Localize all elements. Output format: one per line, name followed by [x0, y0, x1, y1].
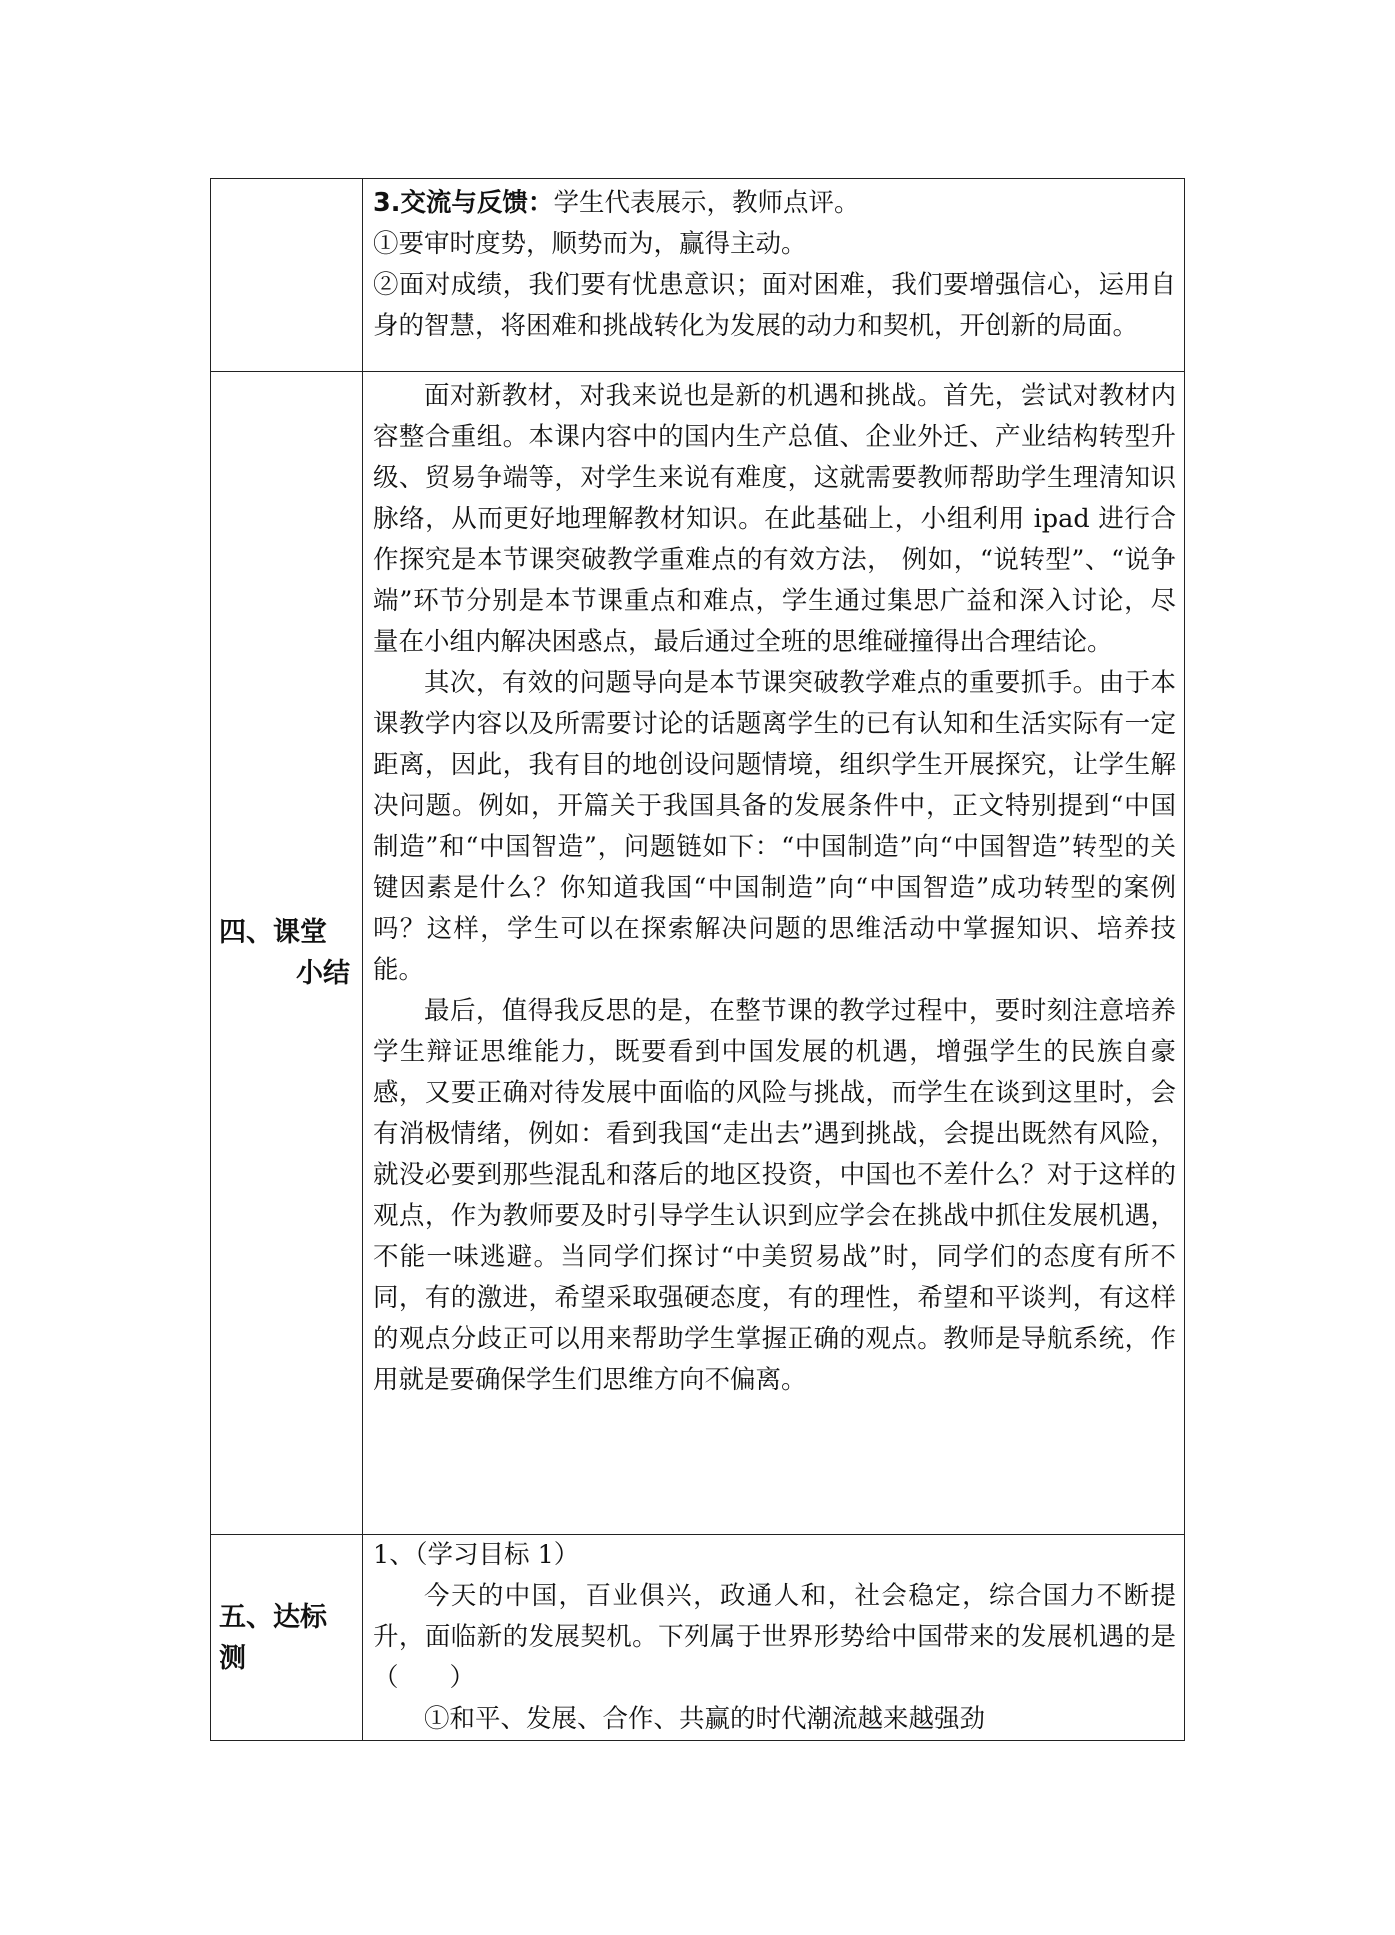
- question-option-1: ①和平、发展、合作、共赢的时代潮流越来越强劲: [424, 1704, 986, 1734]
- section-label-test: [211, 1597, 362, 1679]
- table-row-feedback: [211, 179, 1185, 372]
- content-cell-summary: [363, 372, 1185, 1535]
- summary-paragraph-3: 最后，值得我反思的是，在整节课的教学过程中，要时刻注意培养学生辩证思维能力，既要看到中国发展的机遇，增强学生的民族自豪感，又要正确对待发展中面临的风险与挑战，而学生在谈到这里时，会有消极情绪，例如：看到我国“走出去”遇到挑战，会提出既然有风险，就没必要到那些混乱和落后的地区投资，中国也不差什么？对于这样的观点，作为教师要及时引导学生认识到应学会在挑战中抓住发展机遇，不能一味逃避。当同学们探讨“中美贸易战”时，同学们的态度有所不同，有的激进，希望采取强硬态度，有的理性，希望和平谈判，有这样的观点分歧正可以用来帮助学生掌握正确的观点。教师是导航系统，作用就是要确保学生们思维方向不偏离。: [373, 996, 1176, 1395]
- section-label-summary: [211, 912, 362, 994]
- section-label-test-line1: 五、达标: [219, 1601, 327, 1633]
- feedback-lead: 3.交流与反馈：: [373, 188, 554, 218]
- row-label-cell-test: [211, 1535, 363, 1741]
- section-label-test-line2: 测: [219, 1642, 246, 1674]
- content-cell-feedback: [363, 179, 1185, 372]
- table-row-test: [211, 1535, 1185, 1741]
- feedback-point-1: ①要审时度势，顺势而为，赢得主动。: [373, 229, 807, 259]
- lesson-plan-table: [210, 178, 1185, 1741]
- feedback-point-2: ②面对成绩，我们要有忧患意识；面对困难，我们要增强信心，运用自身的智慧，将困难和挑战转化为发展的动力和契机，开创新的局面。: [373, 270, 1176, 341]
- content-cell-test: [363, 1535, 1185, 1741]
- table-row-summary: [211, 372, 1185, 1535]
- question-stem: 今天的中国，百业俱兴，政通人和，社会稳定，综合国力不断提升，面临新的发展契机。下列属于世界形势给中国带来的发展机遇的是（ ）: [373, 1581, 1176, 1693]
- row-label-cell-summary: [211, 372, 363, 1535]
- feedback-lead-rest: 学生代表展示，教师点评。: [553, 188, 860, 218]
- summary-paragraph-1: 面对新教材，对我来说也是新的机遇和挑战。首先，尝试对教材内容整合重组。本课内容中的国内生产总值、企业外迁、产业结构转型升级、贸易争端等，对学生来说有难度，这就需要教师帮助学生理清知识脉络，从而更好地理解教材知识。在此基础上，小组利用 ipad 进行合作探究是本节课突破教学重难点的有效方法， 例如，“说转型”、“说争端”环节分别是本节课重点和难点，学生通过集思广益和深入讨论，尽量在小组内解决困惑点，最后通过全班的思维碰撞得出合理结论。: [373, 381, 1176, 657]
- question-header: 1、（学习目标 1）: [373, 1540, 580, 1570]
- row-label-cell-empty: [211, 179, 363, 372]
- feedback-heading: [373, 183, 1176, 224]
- section-label-summary-line2: 小结: [296, 958, 350, 989]
- section-label-summary-line1: 四、课堂: [219, 917, 327, 948]
- summary-paragraph-2: 其次，有效的问题导向是本节课突破教学难点的重要抓手。由于本课教学内容以及所需要讨论的话题离学生的已有认知和生活实际有一定距离，因此，我有目的地创设问题情境，组织学生开展探究，让学生解决问题。例如，开篇关于我国具备的发展条件中，正文特别提到“中国制造”和“中国智造”，问题链如下：“中国制造”向“中国智造”转型的关键因素是什么？你知道我国“中国制造”向“中国智造”成功转型的案例吗？这样，学生可以在探索解决问题的思维活动中掌握知识、培养技能。: [373, 668, 1176, 985]
